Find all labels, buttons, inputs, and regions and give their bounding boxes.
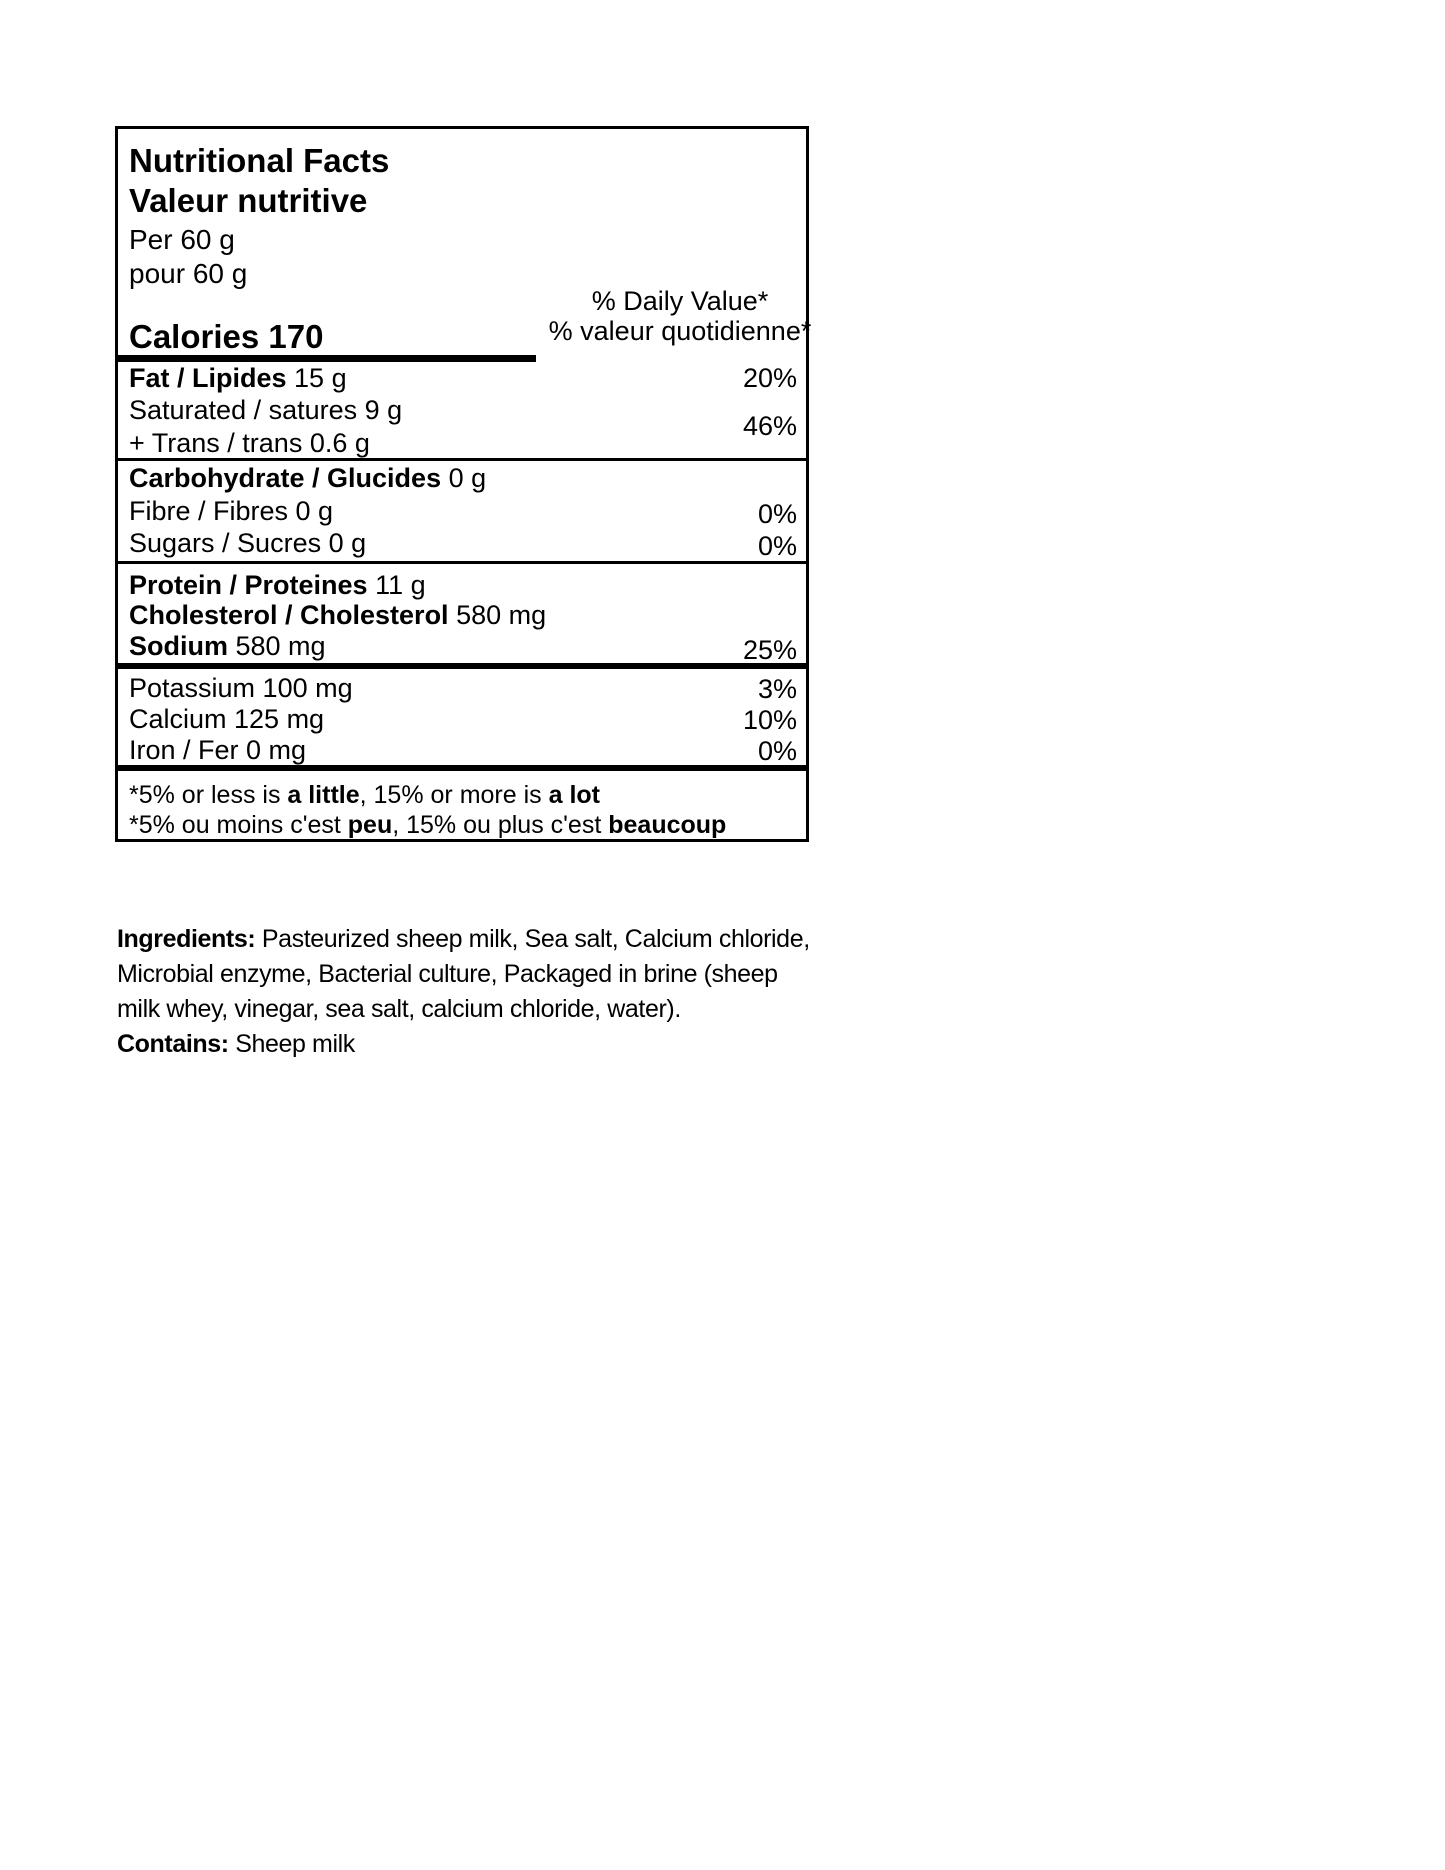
- contains-label: Contains:: [117, 1030, 229, 1058]
- row-sugars-value: Sugars / Sucres 0 g: [129, 528, 367, 558]
- row-carbohydrate-label: Carbohydrate / Glucides: [129, 463, 442, 493]
- row-trans: [129, 429, 370, 458]
- dv-sugars: 0%: [757, 531, 797, 561]
- divider-protein: [118, 561, 806, 564]
- row-fat: [129, 364, 347, 393]
- footnote-fr: [129, 811, 726, 839]
- divider-footnote: [118, 765, 806, 771]
- calories-line: Calories 170: [129, 318, 324, 355]
- ingredients-label: Ingredients:: [117, 925, 256, 953]
- row-sodium: [129, 632, 326, 661]
- row-carbohydrate: [129, 464, 486, 493]
- title-en: Nutritional Facts: [129, 142, 390, 179]
- dv-fibre: 0%: [757, 499, 797, 529]
- daily-value-header: [470, 286, 890, 346]
- row-saturated: [129, 396, 402, 425]
- row-carbohydrate-value: 0 g: [441, 463, 487, 493]
- footnote-fr-beaucoup: beaucoup: [608, 811, 727, 839]
- row-protein-label: Protein / Proteines: [129, 570, 368, 600]
- footnote-en-pre: *5% or less is: [129, 781, 288, 809]
- row-cholesterol-value: 580 mg: [448, 600, 547, 630]
- title-fr: Valeur nutritive: [129, 182, 368, 219]
- row-fibre: [129, 497, 333, 526]
- nutrition-facts-panel: [115, 126, 812, 842]
- dv-iron: 0%: [757, 736, 797, 766]
- row-saturated-value: Saturated / satures 9 g: [129, 395, 403, 425]
- dv-saturated-trans: 46%: [742, 411, 797, 441]
- row-sugars: [129, 529, 366, 558]
- serving-size-fr: pour 60 g: [129, 258, 248, 289]
- daily-value-header-fr: % valeur quotidienne*: [548, 316, 812, 346]
- divider-minerals: [118, 663, 806, 669]
- footnote-fr-pre: *5% ou moins c'est: [129, 811, 348, 839]
- footnote-fr-peu: peu: [347, 811, 393, 839]
- serving-size-en: Per 60 g: [129, 224, 235, 255]
- row-calcium-value: Calcium 125 mg: [129, 704, 325, 734]
- row-fat-label: Fat / Lipides: [129, 363, 287, 393]
- row-iron: [129, 736, 306, 765]
- dv-sodium: 25%: [742, 635, 797, 665]
- dv-calcium: 10%: [742, 705, 797, 735]
- row-cholesterol-label: Cholesterol / Cholesterol: [129, 600, 449, 630]
- ingredients-text: Pasteurized sheep milk, Sea salt, Calcium chloride, Microbial enzyme, Bacterial culture, Packaged in brine (sheep milk whey, vinegar, sea salt, calcium chloride, water).: [117, 925, 810, 1023]
- row-protein: [129, 571, 426, 600]
- row-iron-value: Iron / Fer 0 mg: [129, 735, 307, 765]
- dv-potassium: 3%: [757, 674, 797, 704]
- calories-underline: [118, 355, 536, 362]
- row-sodium-value: 580 mg: [228, 631, 326, 661]
- footnote-fr-mid: , 15% ou plus c'est: [392, 811, 609, 839]
- divider-carbohydrate: [118, 458, 806, 461]
- footnote-en-a-little: a little: [287, 781, 360, 809]
- row-cholesterol: [129, 601, 546, 630]
- row-protein-value: 11 g: [367, 570, 426, 600]
- row-fat-value: 15 g: [286, 363, 347, 393]
- ingredients-paragraph: [117, 922, 822, 1027]
- row-potassium: [129, 674, 353, 703]
- footnote-en-mid: , 15% or more is: [359, 781, 549, 809]
- contains-line: [117, 1027, 822, 1062]
- dv-fat: 20%: [742, 363, 797, 393]
- daily-value-header-en: % Daily Value*: [591, 286, 769, 316]
- row-potassium-value: Potassium 100 mg: [129, 673, 353, 703]
- row-fibre-value: Fibre / Fibres 0 g: [129, 496, 334, 526]
- ingredients-block: [117, 922, 822, 1062]
- footnote-en: [129, 781, 600, 809]
- contains-text: Sheep milk: [228, 1030, 355, 1058]
- row-calcium: [129, 705, 324, 734]
- footnote-en-a-lot: a lot: [548, 781, 600, 809]
- row-sodium-label: Sodium: [129, 631, 228, 661]
- row-trans-value: + Trans / trans 0.6 g: [129, 428, 370, 458]
